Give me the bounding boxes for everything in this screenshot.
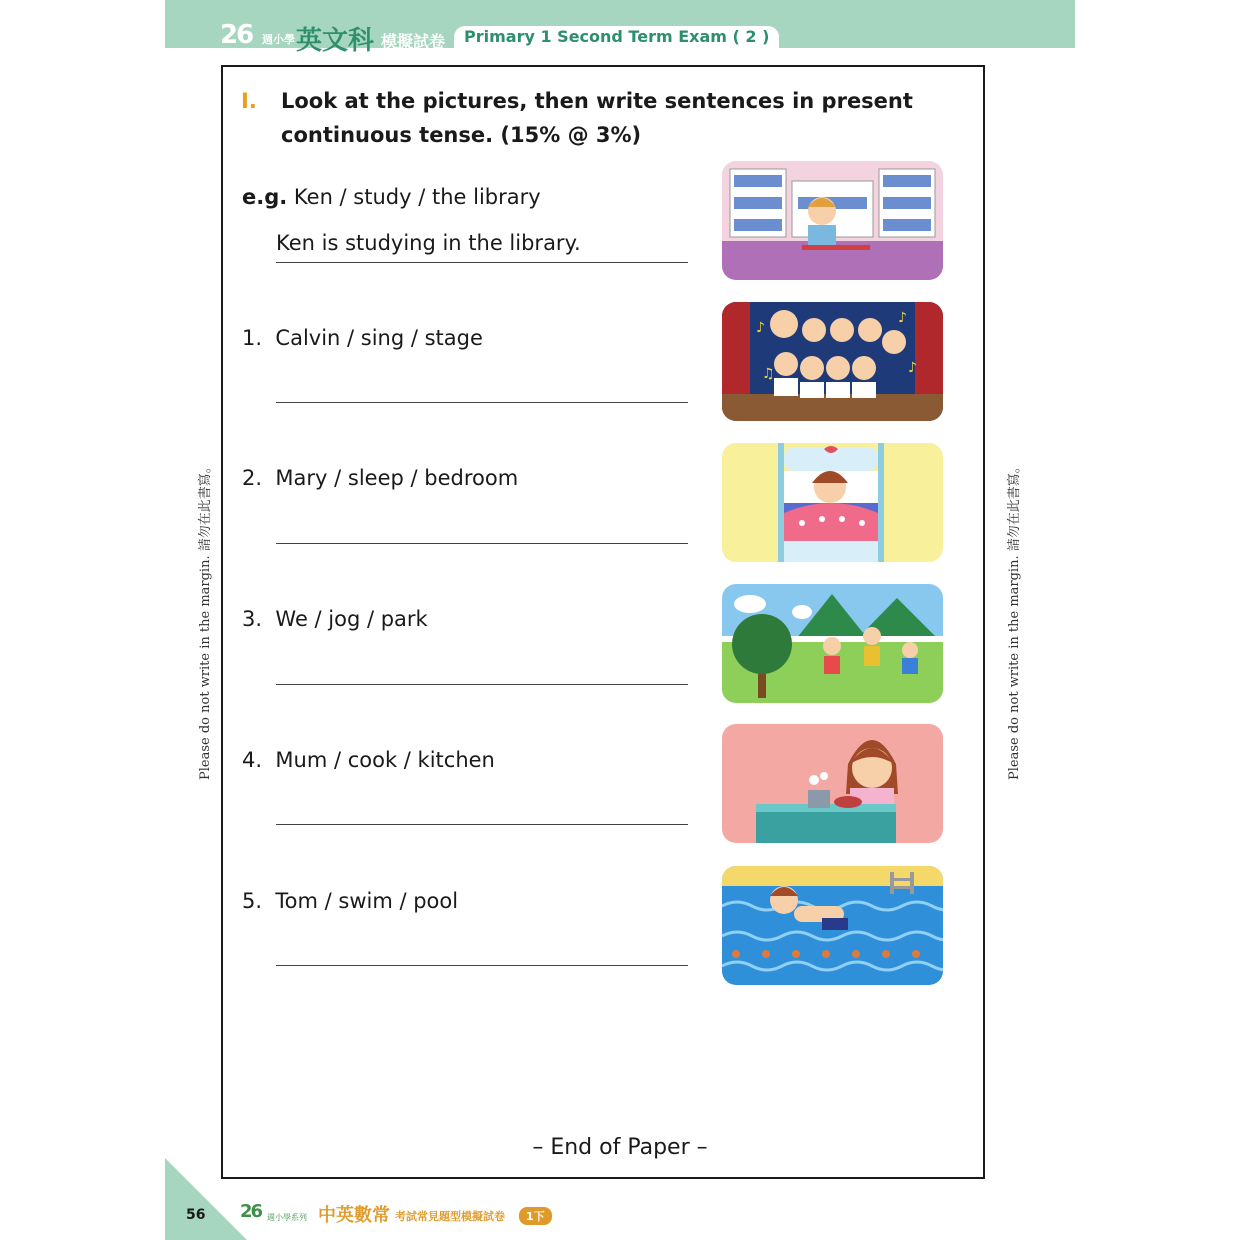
footer-logo-subtitle: 週小學系列 bbox=[267, 1213, 307, 1222]
brand-subtitle: 週小學 bbox=[262, 33, 295, 46]
section-numeral: I. bbox=[241, 89, 257, 113]
question-4-number: 4. bbox=[242, 748, 263, 772]
svg-text:♪: ♪ bbox=[756, 320, 765, 336]
question-3-picture bbox=[722, 584, 943, 703]
question-5-number: 5. bbox=[242, 889, 263, 913]
footer-corner bbox=[165, 1158, 247, 1240]
question-3-number: 3. bbox=[242, 607, 263, 631]
example-picture bbox=[722, 161, 943, 280]
footer-series-subtitle: 考試常見題型模擬試卷 bbox=[395, 1210, 505, 1223]
question-5-prompt: Tom / swim / pool bbox=[275, 889, 459, 913]
example-prompt-text: Ken / study / the library bbox=[293, 185, 541, 209]
example-answer: Ken is studying in the library. bbox=[276, 231, 581, 255]
footer-logo: 26 bbox=[240, 1201, 262, 1222]
question-5-answer-line[interactable] bbox=[276, 965, 688, 966]
subject-subtitle: 模擬試卷 bbox=[381, 32, 446, 51]
exam-title: Primary 1 Second Term Exam ( 2 ) bbox=[454, 26, 779, 48]
subject-title: 英文科 bbox=[296, 26, 375, 56]
svg-text:♪: ♪ bbox=[908, 360, 917, 376]
question-1-prompt: Calvin / sing / stage bbox=[275, 326, 483, 350]
page-number: 56 bbox=[186, 1207, 206, 1223]
question-5 bbox=[242, 889, 458, 913]
question-2-number: 2. bbox=[242, 466, 263, 490]
footer-level-badge: 1下 bbox=[519, 1207, 552, 1225]
svg-text:♪: ♪ bbox=[898, 310, 907, 326]
question-2-prompt: Mary / sleep / bedroom bbox=[275, 466, 519, 490]
end-of-paper: – End of Paper – bbox=[532, 1135, 708, 1160]
question-4-prompt: Mum / cook / kitchen bbox=[275, 748, 495, 772]
question-3-prompt: We / jog / park bbox=[275, 607, 428, 631]
question-4-answer-line[interactable] bbox=[276, 824, 688, 825]
question-1-number: 1. bbox=[242, 326, 263, 350]
question-5-picture bbox=[722, 866, 943, 985]
section-instruction: Look at the pictures, then write sentences in present continuous tense. (15% @ 3%) bbox=[281, 89, 913, 147]
question-1-answer-line[interactable] bbox=[276, 402, 688, 403]
question-4-picture bbox=[722, 724, 943, 843]
example-answer-line bbox=[276, 262, 688, 263]
footer-series-title: 中英數常 bbox=[318, 1205, 390, 1226]
question-2-picture bbox=[722, 443, 943, 562]
question-4 bbox=[242, 748, 495, 772]
example-label: e.g. bbox=[242, 185, 288, 209]
question-1 bbox=[242, 326, 483, 350]
brand-logo: 26 bbox=[220, 20, 253, 50]
margin-note-left: Please do not write in the margin. 請勿在此書寫。 bbox=[198, 460, 213, 780]
question-1-picture bbox=[722, 302, 943, 421]
question-2 bbox=[242, 466, 518, 490]
question-2-answer-line[interactable] bbox=[276, 543, 688, 544]
svg-text:♫: ♫ bbox=[762, 366, 775, 382]
question-3 bbox=[242, 607, 428, 631]
example-prompt bbox=[242, 185, 541, 209]
question-3-answer-line[interactable] bbox=[276, 684, 688, 685]
margin-note-right: Please do not write in the margin. 請勿在此書寫。 bbox=[1007, 460, 1022, 780]
